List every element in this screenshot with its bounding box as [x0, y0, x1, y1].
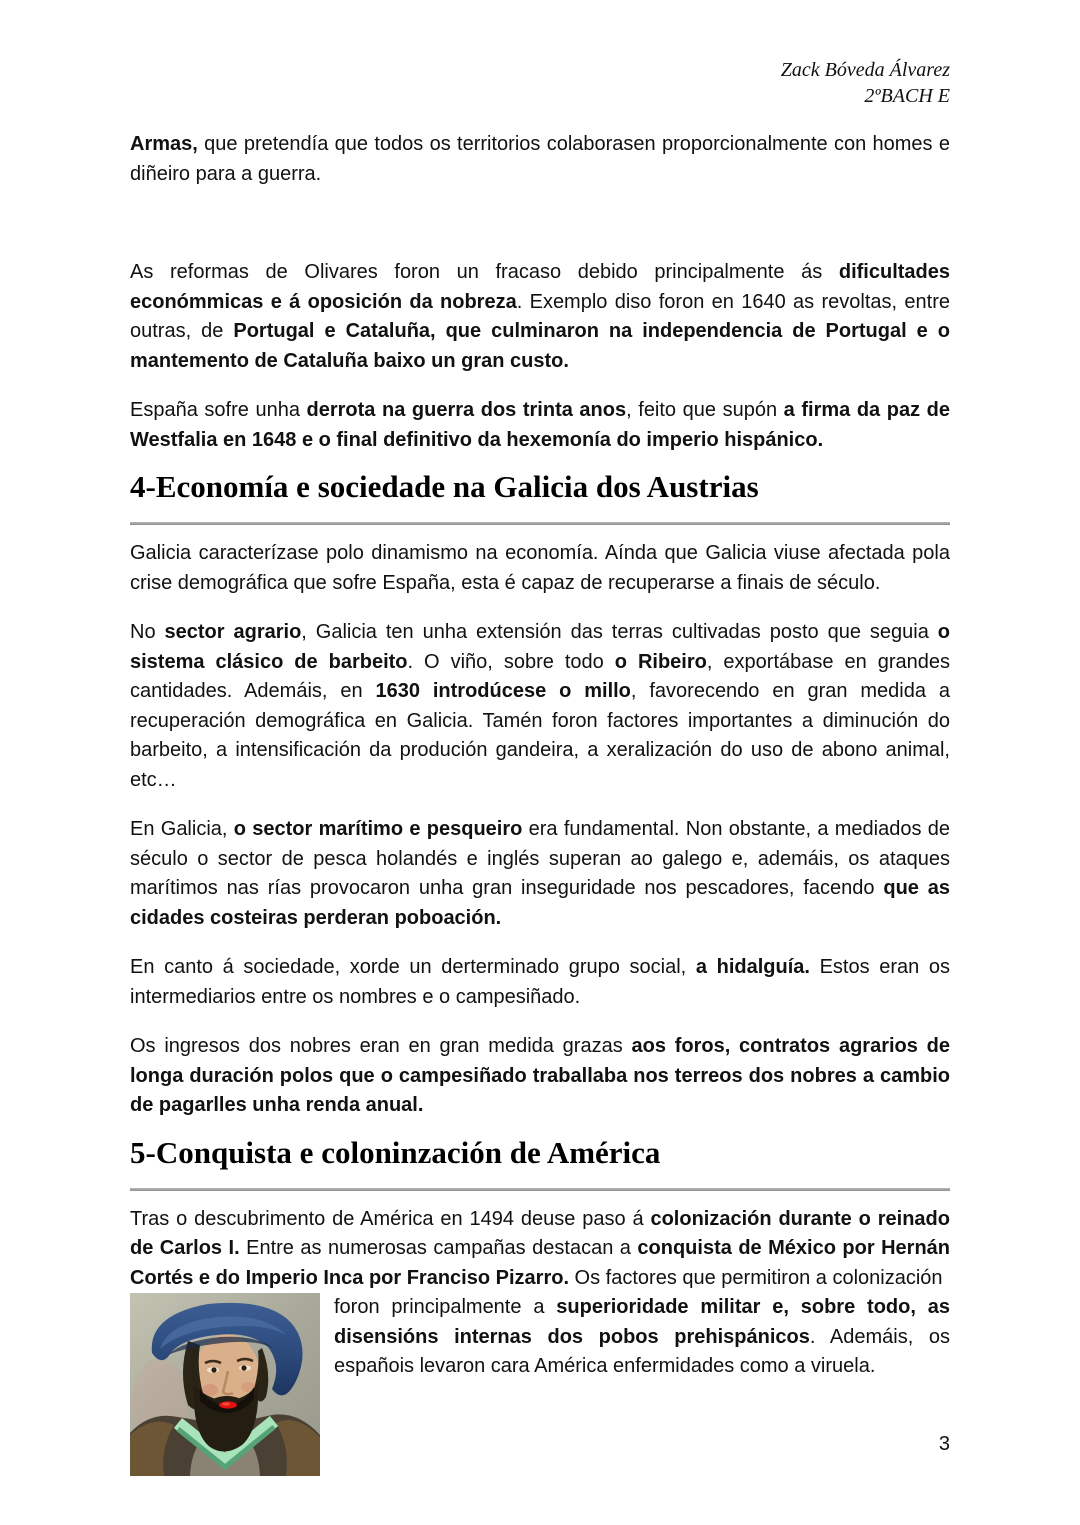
- text-line: barbeito, a intensificación da produción gandeira, a xeralización do uso de abono animal,: [130, 739, 950, 761]
- paragraph-reformas-olivares: [130, 258, 950, 376]
- author-name: Zack Bóveda Álvarez: [780, 59, 950, 81]
- paragraph-guerra-trinta-anos: [130, 396, 950, 455]
- text-line: disensións internas dos pobos prehispánicos. Ademáis, os: [334, 1325, 950, 1348]
- text-line: económmicas e á oposición da nobreza. Exemplo diso foron en 1640 as revoltas, entre: [130, 290, 950, 313]
- paragraph-hidalguia: [130, 953, 950, 1012]
- text-line: Westfalia en 1648 e o final definitivo da hexemonía do imperio hispánico.: [130, 428, 824, 451]
- paragraph-america-wrap: [334, 1293, 950, 1382]
- text-line: de Carlos I. Entre as numerosas campañas destacan a conquista de México por Hernán: [130, 1237, 951, 1259]
- section-divider: [130, 522, 950, 525]
- section-heading-economia: 4-Economía e sociedade na Galicia dos Austrias: [130, 469, 759, 504]
- text-line: cidades costeiras perderan poboación.: [130, 906, 502, 929]
- text-line: mantemento de Cataluña baixo un gran custo.: [130, 349, 569, 372]
- paragraph-galicia-economia: [130, 539, 950, 598]
- text-line: intermediarios entre os nombres e o campesiñado.: [130, 985, 581, 1008]
- text-line: En canto á sociedade, xorde un derterminado grupo social, a hidalguía. Estos eran os: [130, 956, 951, 978]
- text-line: longa duración polos que o campesiñado traballaba nos terreos dos nobres a cambio: [130, 1064, 950, 1087]
- text-line: cantidades. Ademáis, en 1630 introdúcese o millo, favorecendo en gran medida a: [130, 680, 950, 702]
- text-line: foron principalmente a superioridade militar e, sobre todo, as: [334, 1296, 950, 1318]
- text-line: españois levaron cara América enfermidades como a viruela.: [334, 1355, 876, 1377]
- paragraph-sector-maritimo: [130, 815, 950, 933]
- text-line: outras, de Portugal e Cataluña, que culminaron na independencia de Portugal e o: [130, 320, 950, 342]
- paragraph-armas: [130, 130, 950, 189]
- text-line: etc…: [130, 768, 177, 791]
- text-line: sistema clásico de barbeito. O viño, sobre todo o Ribeiro, exportábase en grandes: [130, 650, 950, 673]
- text-line: Os ingresos dos nobres eran en gran medida grazas aos foros, contratos agrarios de: [130, 1035, 950, 1057]
- document-header: [130, 0, 950, 109]
- section-heading-conquista: 5-Conquista e coloninzación de América: [130, 1134, 661, 1170]
- text-line: marítimos nas rías provocaron unha gran inseguridade nos pescadores, facendo que as: [130, 877, 951, 899]
- paragraph-foros: [130, 1032, 950, 1121]
- text-line: século o sector de pesca holandés e inglés superan ao galego e, ademáis, os ataques: [130, 847, 950, 870]
- text-line: España sofre unha derrota na guerra dos trinta anos, feito que supón a firma da paz de: [130, 399, 951, 421]
- text-line: No sector agrario, Galicia ten unha extensión das terras cultivadas posto que seguia o: [130, 621, 951, 643]
- text-line: crise demográfica que sofre España, esta é capaz de recuperarse a finais de século.: [130, 571, 881, 594]
- text-line: Cortés e do Imperio Inca por Franciso Pizarro. Os factores que permitiron a colonización: [130, 1266, 943, 1289]
- page-number: 3: [938, 1433, 950, 1455]
- hernan-cortes-portrait: [130, 1293, 320, 1476]
- text-line: Tras o descubrimento de América en 1494 deuse paso á colonización durante o reinado: [130, 1207, 950, 1230]
- text-line: de pagarlles unha renda anual.: [130, 1094, 424, 1116]
- text-line: Armas, que pretendía que todos os territorios colaborasen proporcionalmente con homes e: [130, 133, 951, 155]
- text-line: recuperación demográfica en Galicia. Tamén foron factores importantes a diminución do: [130, 709, 950, 732]
- text-line: En Galicia, o sector marítimo e pesqueiro era fundamental. Non obstante, a mediados de: [130, 818, 951, 840]
- text-line: Galicia caracterízase polo dinamismo na economía. Aínda que Galicia viuse afectada pola: [130, 542, 950, 564]
- text-line: diñeiro para a guerra.: [130, 162, 322, 185]
- class-label: 2ºBACH E: [864, 85, 950, 107]
- text-line: As reformas de Olivares foron un fracaso debido principalmente ás dificultades: [130, 261, 950, 283]
- paragraph-sector-agrario: [130, 618, 950, 795]
- paragraph-america-intro: [130, 1205, 950, 1294]
- section-divider: [130, 1188, 950, 1191]
